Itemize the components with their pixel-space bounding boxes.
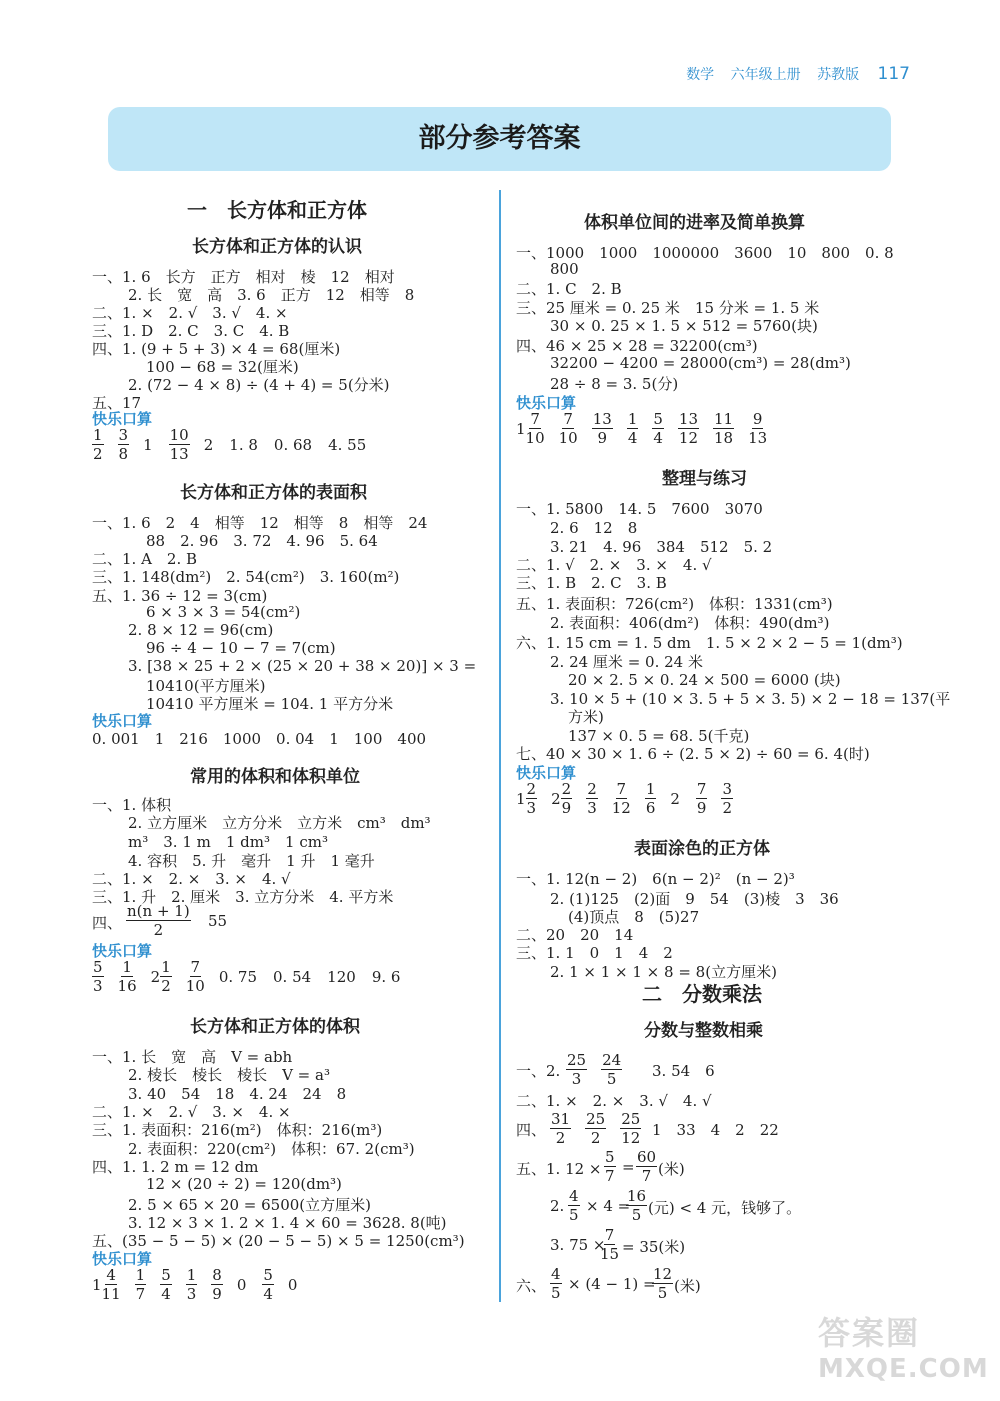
numerator: 5	[653, 410, 663, 428]
fraction	[169, 426, 190, 463]
plain-value: 0	[236, 1275, 247, 1294]
answer-line: 二、1. × 2. √ 3. √ 4. ×	[92, 304, 288, 322]
numerator: 24	[602, 1051, 622, 1069]
fraction	[151, 958, 172, 995]
answer-line: 2. 1 × 1 × 1 × 8 = 8(立方厘米)	[550, 963, 777, 981]
quick-calc-label: 快乐口算	[516, 394, 577, 412]
denominator: 4	[653, 429, 663, 447]
fraction-item	[626, 1187, 647, 1224]
numerator: 4	[106, 1266, 116, 1284]
denominator: 7	[605, 1167, 615, 1185]
plain-value: 2	[203, 435, 214, 454]
fraction-row	[92, 958, 416, 995]
fraction	[748, 410, 767, 447]
numerator: 16	[627, 1187, 647, 1205]
answer-line: 2.	[550, 1197, 565, 1215]
denominator: 2	[153, 921, 164, 939]
fraction	[566, 1051, 587, 1088]
quick-calc-label: 快乐口算	[516, 764, 577, 782]
answer-line: (元) < 4 元，钱够了。	[648, 1199, 802, 1217]
answer-line: 3. 10 × 5 + (10 × 3. 5 + 5 × 3. 5) × 2 − 18 = 137(平	[550, 690, 951, 708]
answer-line: 五、1. 36 ÷ 12 = 3(cm)	[92, 587, 268, 605]
subject-label: 数学	[686, 67, 715, 83]
answer-line: 三、1. D 2. C 3. C 4. B	[92, 322, 290, 340]
denominator: 5	[606, 1070, 617, 1088]
answer-line: 88 2. 96 3. 72 4. 96 5. 64	[146, 532, 378, 550]
denominator: 12	[611, 799, 631, 817]
fraction-item	[652, 1265, 673, 1302]
answer-line: (4)顶点 8 (5)27	[568, 908, 700, 926]
answer-line: 六、	[516, 1277, 547, 1295]
plain-value: 9. 6	[371, 967, 401, 986]
answer-line: 3. [38 × 25 + 2 × (25 × 20 + 38 × 20)] × 3 =	[128, 657, 477, 675]
section-title: 常用的体积和体积单位	[190, 767, 360, 787]
answer-line: 12 × (20 ÷ 2) = 120(dm³)	[146, 1175, 342, 1193]
denominator: 9	[597, 429, 608, 447]
numerator: 3	[722, 780, 733, 798]
page-header	[674, 64, 910, 84]
numerator: 60	[637, 1148, 657, 1166]
whole-part: 1	[516, 419, 526, 438]
answer-line: 五、17	[92, 394, 142, 412]
fraction	[135, 1266, 147, 1303]
fraction	[696, 780, 708, 817]
answer-line: 100 − 68 = 32(厘米)	[146, 358, 299, 376]
denominator: 10	[558, 429, 578, 447]
answer-line: 四、1. 1. 2 m = 12 dm	[92, 1158, 259, 1176]
plain-value: 0. 75	[218, 967, 257, 986]
answer-line: 6 × 3 × 3 = 54(cm²)	[146, 603, 301, 621]
numerator: 1	[645, 780, 656, 798]
quick-calc-label: 快乐口算	[92, 942, 153, 960]
numerator: 5	[263, 1266, 273, 1284]
denominator: 2	[161, 977, 171, 995]
denominator: 6	[645, 799, 656, 817]
answer-line: 一、1. 5800 14. 5 7600 3070	[516, 500, 763, 518]
edition-label: 苏教版	[817, 67, 860, 83]
fraction	[92, 426, 104, 463]
answer-line: 四、1. (9 + 5 + 3) × 4 = 68(厘米)	[92, 340, 341, 358]
answer-line: (米)	[674, 1277, 701, 1295]
answer-line: 一、1. 体积	[92, 796, 172, 814]
numerator: 13	[592, 410, 612, 428]
denominator: 16	[117, 977, 137, 995]
numerator: 10	[169, 426, 189, 444]
denominator: 2	[722, 799, 733, 817]
quick-calc-label: 快乐口算	[92, 712, 153, 730]
denominator: 4	[627, 429, 638, 447]
section-title: 整理与练习	[662, 469, 747, 489]
answer-line: 2. (72 − 4 × 8) ÷ (4 + 4) = 5(分米)	[128, 376, 390, 394]
answer-line: 20 × 2. 5 × 0. 24 × 500 = 6000 (块)	[568, 671, 841, 689]
answer-line: 一、1. 6 2 4 相等 12 相等 8 相等 24	[92, 514, 428, 532]
denominator: 3	[526, 799, 537, 817]
denominator: 15	[600, 1245, 620, 1263]
denominator: 18	[714, 429, 734, 447]
chapter-title: 二 分数乘法	[642, 982, 762, 1006]
answer-line: 55	[208, 912, 228, 930]
answer-line: 三、1. 升 2. 厘米 3. 立方分米 4. 平方米	[92, 888, 394, 906]
answer-line: 2. 5 × 65 × 20 = 6500(立方厘米)	[128, 1196, 371, 1214]
answer-line: 一、1. 6 长方 正方 相对 棱 12 相对	[92, 268, 395, 286]
answer-line: 800	[550, 260, 579, 278]
fraction	[600, 1226, 619, 1263]
denominator: 11	[101, 1285, 121, 1303]
denominator: 10	[525, 429, 545, 447]
fraction	[118, 958, 137, 995]
answer-line: 三、1. 148(dm²) 2. 54(cm²) 3. 160(m²)	[92, 568, 400, 586]
page-number: 117	[877, 64, 910, 84]
numerator: 5	[161, 1266, 171, 1284]
answer-line: 2. 6 12 8	[550, 519, 638, 537]
plain-value: 4. 55	[328, 435, 367, 454]
plain-value: 0. 54	[273, 967, 312, 986]
whole-part: 2	[551, 789, 561, 808]
denominator: 3	[587, 799, 597, 817]
numerator: 7	[604, 1226, 615, 1244]
fraction-item	[636, 1148, 657, 1185]
answer-line: 10410(平方厘米)	[146, 677, 266, 695]
answer-line: 4. 容积 5. 升 毫升 1 升 1 毫升	[128, 852, 375, 870]
plain-value: 0	[287, 1275, 298, 1294]
numerator: 7	[190, 958, 201, 976]
denominator: 9	[561, 799, 572, 817]
answer-line: 方米)	[568, 708, 604, 726]
fraction	[92, 1266, 121, 1303]
denominator: 4	[263, 1285, 273, 1303]
numerator: 1	[627, 410, 638, 428]
answer-line: 二、1. × 2. √ 3. × 4. ×	[92, 1103, 291, 1121]
fraction	[585, 1110, 606, 1147]
numerator: 9	[752, 410, 763, 428]
fraction	[652, 1265, 673, 1302]
numerator: 25	[567, 1051, 587, 1069]
answer-line: 3. 21 4. 96 384 512 5. 2	[550, 538, 773, 556]
answer-line: 一、1. 12(n − 2) 6(n − 2)² (n − 2)³	[516, 870, 795, 888]
answer-line: 一、1000 1000 1000000 3600 10 800 0. 8	[516, 244, 894, 262]
denominator: 5	[657, 1284, 668, 1302]
whole-part: 1	[92, 1275, 102, 1294]
answer-line: 32200 − 4200 = 28000(cm³) = 28(dm³)	[550, 354, 851, 372]
answer-line: 1 33 4 2 22	[652, 1121, 779, 1139]
fraction-row	[92, 426, 382, 463]
answer-line: 3. 54 6	[652, 1062, 715, 1080]
answer-line: 3. 40 54 18 4. 24 24 8	[128, 1085, 347, 1103]
answer-line: 七、40 × 30 × 1. 6 ÷ (2. 5 × 2) ÷ 60 = 6. 4(时)	[516, 745, 870, 763]
page-title-banner: 部分参考答案	[108, 107, 891, 171]
answer-line: 2. 长 宽 高 3. 6 正方 12 相等 8	[128, 286, 415, 304]
denominator: 13	[748, 429, 768, 447]
fraction	[559, 410, 578, 447]
fraction	[118, 426, 130, 463]
quick-calc-label: 快乐口算	[92, 410, 153, 428]
numerator: 1	[135, 1266, 146, 1284]
numerator: 1	[93, 426, 103, 444]
numerator: 13	[678, 410, 699, 428]
numerator: 11	[714, 410, 734, 428]
numerator: n(n + 1)	[127, 902, 190, 920]
denominator: 7	[135, 1285, 146, 1303]
denominator: 3	[571, 1070, 582, 1088]
fraction-row	[92, 1266, 313, 1303]
answer-line: 10410 平方厘米 = 104. 1 平方分米	[146, 695, 394, 713]
fraction	[126, 902, 191, 939]
denominator: 5	[569, 1206, 579, 1224]
fraction	[652, 410, 664, 447]
numerator: 7	[696, 780, 707, 798]
fraction	[592, 410, 613, 447]
fraction	[211, 1266, 223, 1303]
answer-line: 二、1. × 2. × 3. √ 4. √	[516, 1092, 712, 1110]
answer-line: 2. (1)125 (2)面 9 54 (3)棱 3 36	[550, 890, 839, 908]
answer-line: 二、1. √ 2. × 3. × 4. √	[516, 556, 712, 574]
numerator: 2	[561, 780, 572, 798]
answer-line: m³ 3. 1 m 1 dm³ 1 cm³	[128, 833, 328, 851]
section-title: 分数与整数相乘	[644, 1021, 763, 1041]
fraction-row	[566, 1051, 636, 1088]
answer-line: 二、1. C 2. B	[516, 280, 622, 298]
fraction-row	[516, 410, 781, 447]
watermark-top: 答案圈	[818, 1314, 921, 1352]
whole-part: 1	[516, 789, 526, 808]
column-divider	[499, 190, 501, 1302]
answer-line: 2. 表面积：220(cm²) 体积：67. 2(cm³)	[128, 1140, 415, 1158]
answer-line: × 4 =	[586, 1197, 631, 1215]
answer-line: 一、1. 长 宽 高 V = abh	[92, 1048, 293, 1066]
denominator: 8	[118, 445, 129, 463]
fraction	[160, 1266, 172, 1303]
numerator: 12	[653, 1265, 673, 1283]
answer-line: 四、46 × 25 × 28 = 32200(cm³)	[516, 337, 758, 355]
numerator: 7	[563, 410, 573, 428]
denominator: 3	[93, 977, 103, 995]
answer-line: 2. 棱长 棱长 棱长 V = a³	[128, 1066, 330, 1084]
numerator: 1	[122, 958, 132, 976]
numerator: 1	[186, 1266, 197, 1284]
numerator: 2	[526, 780, 537, 798]
watermark-logo	[818, 1308, 989, 1388]
section-title: 体积单位间的进率及简单换算	[584, 213, 805, 233]
fraction-row	[516, 780, 747, 817]
answer-line: =	[622, 1158, 635, 1176]
fraction	[551, 780, 572, 817]
denominator: 12	[678, 429, 699, 447]
numerator: 25	[586, 1110, 606, 1128]
answer-line: 五、1. 12 ×	[516, 1160, 602, 1178]
denominator: 5	[631, 1206, 642, 1224]
answer-line: 二、1. A 2. B	[92, 550, 198, 568]
fraction	[516, 410, 545, 447]
fraction	[550, 1265, 562, 1302]
answer-line: 30 × 0. 25 × 1. 5 × 512 = 5760(块)	[550, 317, 818, 335]
numerator: 1	[161, 958, 171, 976]
plain-value: 1	[143, 435, 153, 454]
answer-line: 五、(35 − 5 − 5) × (20 − 5 − 5) × 5 = 1250(cm³)	[92, 1232, 465, 1250]
section-title: 长方体和正方体的体积	[190, 1017, 360, 1037]
watermark-bottom: MXQE.COM	[818, 1354, 989, 1384]
fraction	[620, 1110, 641, 1147]
fraction	[601, 1051, 622, 1088]
fraction-item	[600, 1226, 619, 1263]
fraction	[604, 1148, 616, 1185]
answer-line: 2. 表面积：406(dm²) 体积：490(dm³)	[550, 614, 830, 632]
denominator: 4	[161, 1285, 171, 1303]
plain-value: 120	[327, 967, 356, 986]
fraction	[262, 1266, 274, 1303]
answer-line: 96 ÷ 4 − 10 − 7 = 7(cm)	[146, 639, 336, 657]
fraction	[568, 1187, 580, 1224]
answer-line: 137 × 0. 5 = 68. 5(千克)	[568, 727, 750, 745]
answer-line: 四、	[516, 1121, 547, 1139]
fraction	[626, 1187, 647, 1224]
plain-value: 2	[670, 789, 680, 808]
answer-line: 2. 立方厘米 立方分米 立方米 cm³ dm³	[128, 814, 431, 832]
numerator: 7	[616, 780, 627, 798]
denominator: 2	[555, 1129, 566, 1147]
denominator: 3	[186, 1285, 197, 1303]
fraction	[516, 780, 537, 817]
denominator: 5	[551, 1284, 561, 1302]
numerator: 8	[212, 1266, 222, 1284]
denominator: 9	[212, 1285, 222, 1303]
denominator: 2	[93, 445, 103, 463]
numerator: 4	[551, 1265, 561, 1283]
numerator: 3	[118, 426, 129, 444]
numerator: 5	[605, 1148, 615, 1166]
answer-line: 三、1. 表面积：216(m²) 体积：216(m³)	[92, 1121, 383, 1139]
numerator: 2	[587, 780, 597, 798]
numerator: 31	[551, 1110, 571, 1128]
answer-line: = 35(米)	[622, 1238, 686, 1256]
answer-line: 四、	[92, 914, 123, 932]
fraction	[550, 1110, 571, 1147]
answer-line: × (4 − 1) =	[568, 1275, 656, 1293]
answer-line: 0. 001 1 216 1000 0. 04 1 100 400	[92, 730, 427, 748]
fraction	[713, 410, 734, 447]
quick-calc-label: 快乐口算	[92, 1250, 153, 1268]
answer-line: 六、1. 15 cm = 1. 5 dm 1. 5 × 2 × 2 − 5 = 1(dm³)	[516, 634, 903, 652]
answer-line: 2. 24 厘米 = 0. 24 米	[550, 653, 703, 671]
answer-line: (米)	[658, 1160, 685, 1178]
fraction-item	[604, 1148, 616, 1185]
fraction	[678, 410, 699, 447]
denominator: 7	[641, 1167, 652, 1185]
answer-line: 三、1. B 2. C 3. B	[516, 574, 667, 592]
fraction-item	[568, 1187, 580, 1224]
fraction-row	[126, 902, 191, 939]
fraction	[186, 1266, 198, 1303]
answer-line: 3. 75 ×	[550, 1236, 606, 1254]
fraction	[186, 958, 205, 995]
fraction	[636, 1148, 657, 1185]
denominator: 2	[590, 1129, 601, 1147]
answer-line: 二、1. × 2. × 3. × 4. √	[92, 870, 291, 888]
fraction	[92, 958, 104, 995]
answer-line: 五、1. 表面积：726(cm²) 体积：1331(cm³)	[516, 595, 833, 613]
fraction	[586, 780, 598, 817]
whole-part: 2	[150, 967, 161, 986]
fraction	[627, 410, 639, 447]
fraction-item	[550, 1265, 562, 1302]
fraction	[721, 780, 733, 817]
numerator: 5	[93, 958, 103, 976]
answer-line: 2. 8 × 12 = 96(cm)	[128, 621, 274, 639]
answer-line: 28 ÷ 8 = 3. 5(分)	[550, 375, 679, 393]
denominator: 10	[185, 977, 205, 995]
numerator: 25	[621, 1110, 641, 1128]
section-title: 长方体和正方体的认识	[192, 237, 362, 257]
fraction-row	[550, 1110, 655, 1147]
answer-line: 三、25 厘米 = 0. 25 米 15 分米 = 1. 5 米	[516, 299, 820, 317]
denominator: 9	[696, 799, 707, 817]
grade-label: 六年级上册	[730, 67, 801, 83]
section-title: 表面涂色的正方体	[634, 839, 770, 859]
answer-line: 二、20 20 14	[516, 926, 634, 944]
denominator: 12	[621, 1129, 641, 1147]
answer-line: 一、2.	[516, 1062, 561, 1080]
section-title: 长方体和正方体的表面积	[180, 483, 367, 503]
numerator: 7	[530, 410, 540, 428]
chapter-title: 一 长方体和正方体	[187, 198, 367, 222]
plain-value: 0. 68	[273, 435, 313, 454]
answer-line: 三、1. 1 0 1 4 2	[516, 944, 673, 962]
plain-value: 1. 8	[229, 435, 258, 454]
numerator: 4	[569, 1187, 579, 1205]
fraction	[645, 780, 657, 817]
denominator: 13	[169, 445, 189, 463]
answer-line: 3. 12 × 3 × 1. 2 × 1. 4 × 60 = 3628. 8(吨)	[128, 1214, 447, 1232]
fraction	[612, 780, 631, 817]
